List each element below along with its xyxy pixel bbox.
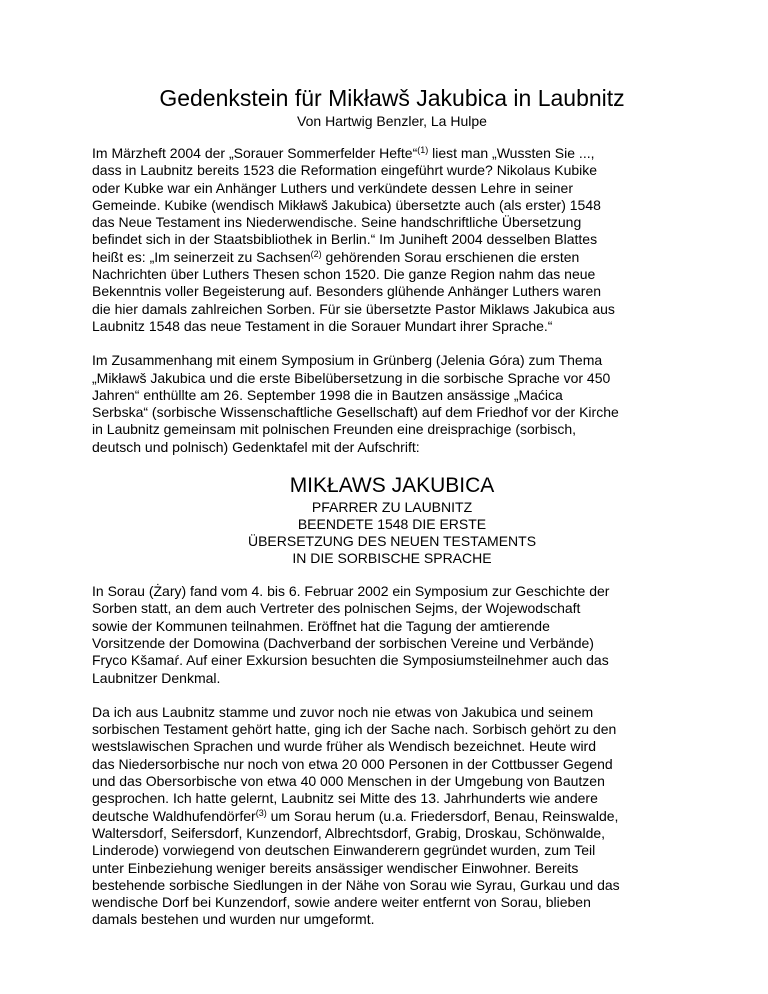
paragraph-4: [92, 704, 692, 929]
paragraph-4-text-b: um Sorau herum (u.a. Friedersdorf, Benau, Reinswalde, Waltersdorf, Seifersdorf, Kunzendorf, Albrechtsdorf, Grabig, Droskau, Schönwalde, Linderode) vorwiegend von deutschen Einwanderern gegründet wurden, zum Teil unter Einbeziehung weniger bereits ansässiger wendischer Einwohner. Bereits bestehende sorbische Siedlungen in der Nähe von Sorau wie Syrau, Gurkau und das wendische Dorf bei Kunzendorf, sowie andere weiter entfernt von Sorau, blieben damals bestehen und wurden nur umgeformt.: [92, 807, 620, 928]
plaque-line: ÜBERSETZUNG DES NEUEN TESTAMENTS: [247, 533, 537, 550]
plaque-inscription: [92, 473, 692, 567]
plaque-line: IN DIE SORBISCHE SPRACHE: [292, 550, 492, 567]
plaque-name: MIKŁAWS JAKUBICA: [289, 474, 495, 498]
paragraph-1-text-c: gehörenden Sorau erschienen die ersten Nachrichten über Luthers Thesen schon 1520. Die ganze Region nahm das neue Bekenntnis voller Begeisterung auf. Besonders glühende Anhänger Luthers waren die hier damals zahlreichen Sorben. Für sie übersetzte Pastor Miklaws Jakubica aus Laubnitz 1548 das neue Testament in die Sorauer Mundart ihrer Sprache.“: [92, 248, 615, 334]
footnote-ref-3: (3): [255, 807, 267, 818]
plaque-line: BEENDETE 1548 DIE ERSTE: [297, 516, 487, 533]
paragraph-4-text-a: Da ich aus Laubnitz stamme und zuvor noch nie etwas von Jakubica und seinem sorbischen Testament gehört hatte, ging ich der Sache nach. Sorbisch gehört zu den westslawischen Sprachen und wurde früher als Wendisch bezeichnet. Heute wird das Niedersorbische nur noch von etwa 20 000 Personen in der Cottbusser Gegend und das Obersorbische von etwa 40 000 Menschen in der Umgebung von Bautzen gesprochen. Ich hatte gelernt, Laubnitz sei Mitte des 13. Jahrhunderts wie andere deutsche Waldhufendörfer: [92, 703, 617, 824]
document-page: [92, 84, 692, 946]
paragraph-3: In Sorau (Żary) fand vom 4. bis 6. Februar 2002 ein Symposium zur Geschichte der Sorben statt, an dem auch Vertreter des polnischen Sejms, der Wojewodschaft sowie der Kommunen teilnahmen. Eröffnet hat die Tagung der amtierende Vorsitzende der Domowina (Dachverband der sorbischen Vereine und Verbände) Fryco Kšamaŕ. Auf einer Exkursion besuchten die Symposiumsteilnehmer auch das Laubnitzer Denkmal.: [92, 583, 610, 686]
footnote-ref-1: (1): [417, 145, 429, 155]
paragraph-1-text-b: liest man „Wussten Sie ..., dass in Laubnitz bereits 1523 die Reformation eingeführt wurde? Nikolaus Kubike oder Kubke war ein Anhänger Luthers und verkündete dessen Lehre in seiner Gemeinde. Kubike (wendisch Mikławš Jakubica) übersetzte auch (als erster) 1548 das Neue Testament ins Niederwendische. Seine handschriftliche Übersetzung befindet sich in der Staatsbibliothek in Berlin.“ Im Juniheft 2004 desselben Blattes heißt es: „Im seinerzeit zu Sachsen: [92, 145, 601, 265]
plaque-line: PFARRER ZU LAUBNITZ: [311, 499, 473, 516]
document-title: Gedenkstein für Mikławš Jakubica in Laubnitz: [159, 85, 625, 111]
footnote-ref-2: (2): [310, 248, 322, 259]
paragraph-1: [92, 145, 692, 335]
author-line: Von Hartwig Benzler, La Hulpe: [297, 113, 487, 129]
paragraph-1-text-a: Im Märzheft 2004 der „Sorauer Sommerfelder Hefte“: [92, 145, 418, 161]
paragraph-2: Im Zusammenhang mit einem Symposium in Grünberg (Jelenia Góra) zum Thema „Mikławš Jakubica und die erste Bibelübersetzung in die sorbische Sprache vor 450 Jahren“ enthüllte am 26. September 1998 die in Bautzen ansässige „Maćica Serbska“ (sorbische Wissenschaftliche Gesellschaft) auf dem Friedhof vor der Kirche in Laubnitz gemeinsam mit polnischen Freunden eine dreisprachige (sorbisch, deutsch und polnisch) Gedenktafel mit der Aufschrift:: [92, 352, 619, 455]
